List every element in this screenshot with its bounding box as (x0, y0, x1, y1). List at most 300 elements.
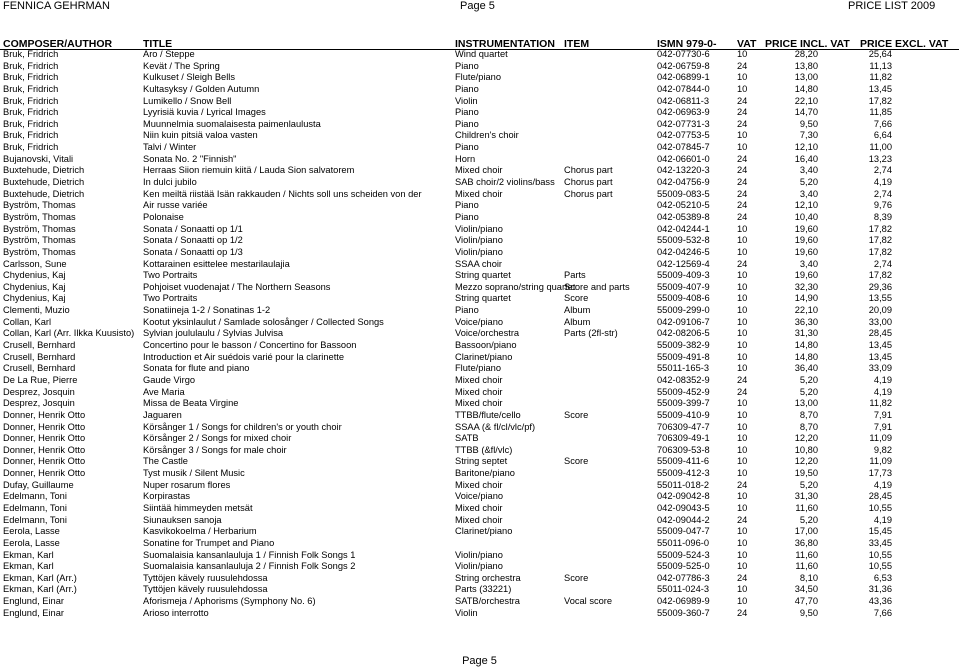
cell-price-excl: 10,55 (868, 561, 892, 572)
cell-instrumentation: Flute/piano (455, 72, 501, 83)
cell-title: Jaguaren (143, 409, 182, 420)
cell-ismn: 042-12569-4 (657, 258, 710, 269)
cell-item: Vocal score (564, 596, 613, 607)
cell-instrumentation: Violin (455, 95, 478, 106)
cell-ismn: 042-04244-1 (657, 223, 710, 234)
cell-vat: 10 (737, 491, 748, 502)
cell-price-excl: 6,64 (873, 130, 892, 141)
cell-ismn: 042-07753-5 (657, 130, 710, 141)
table-row (0, 200, 959, 212)
cell-price-excl: 4,19 (873, 479, 892, 490)
cell-item: Parts (2fl-str) (564, 328, 618, 339)
cell-vat: 24 (737, 107, 748, 118)
cell-title: Tyst musik / Silent Music (143, 468, 245, 479)
cell-price-excl: 7,66 (873, 118, 892, 129)
cell-instrumentation: Horn (455, 153, 476, 164)
cell-ismn: 042-06811-3 (657, 95, 710, 106)
table-row (0, 526, 959, 538)
cell-title: Pohjoiset vuodenajat / The Northern Seasons (143, 281, 331, 292)
cell-title: Kultasyksy / Golden Autumn (143, 83, 260, 94)
cell-price-incl: 19,60 (794, 235, 818, 246)
cell-vat: 24 (737, 118, 748, 129)
cell-composer: Bruk, Fridrich (3, 49, 59, 59)
cell-price-incl: 22,10 (794, 305, 818, 316)
cell-instrumentation: Piano (455, 200, 479, 211)
cell-ismn: 042-06899-1 (657, 72, 710, 83)
cell-item: Score and parts (564, 281, 630, 292)
cell-composer: Collan, Karl (Arr. Ilkka Kuusisto) (3, 328, 135, 339)
cell-vat: 10 (737, 433, 748, 444)
cell-composer: Bruk, Fridrich (3, 118, 59, 129)
cell-title: Sonata No. 2 "Finnish" (143, 153, 237, 164)
cell-price-incl: 8,70 (799, 421, 818, 432)
cell-price-excl: 33,45 (868, 537, 892, 548)
cell-ismn: 042-07731-3 (657, 118, 710, 129)
cell-ismn: 55009-524-3 (657, 549, 710, 560)
cell-price-incl: 19,50 (794, 468, 818, 479)
cell-vat: 10 (737, 49, 748, 59)
cell-vat: 10 (737, 456, 748, 467)
cell-price-excl: 4,19 (873, 374, 892, 385)
cell-price-excl: 33,09 (868, 363, 892, 374)
table-row (0, 107, 959, 119)
cell-price-incl: 14,80 (794, 340, 818, 351)
cell-ismn: 55009-360-7 (657, 607, 710, 618)
cell-title: In dulci jubilo (143, 177, 197, 188)
cell-instrumentation: Parts (33221) (455, 584, 512, 595)
cell-price-excl: 9,76 (873, 200, 892, 211)
cell-price-incl: 14,80 (794, 83, 818, 94)
cell-price-excl: 8,39 (873, 211, 892, 222)
cell-vat: 24 (737, 211, 748, 222)
cell-price-excl: 17,82 (868, 235, 892, 246)
cell-instrumentation: Violin/piano (455, 235, 503, 246)
cell-price-excl: 11,09 (869, 433, 892, 444)
table-row (0, 259, 959, 271)
cell-title: Lumikello / Snow Bell (143, 95, 232, 106)
cell-composer: Edelmann, Toni (3, 502, 67, 513)
col-vat: VAT (737, 38, 757, 50)
cell-price-excl: 17,82 (868, 270, 892, 281)
cell-instrumentation: Voice/piano (455, 491, 504, 502)
cell-instrumentation: SSAA (& fl/cl/vlc/pf) (455, 421, 536, 432)
cell-price-incl: 9,50 (799, 118, 818, 129)
cell-composer: Donner, Henrik Otto (3, 444, 86, 455)
table-row (0, 538, 959, 550)
cell-composer: Eerola, Lasse (3, 537, 60, 548)
cell-price-incl: 36,30 (794, 316, 818, 327)
cell-ismn: 55009-411-6 (657, 456, 710, 467)
table-row (0, 456, 959, 468)
cell-ismn: 55009-491-8 (657, 351, 710, 362)
cell-ismn: 55009-409-3 (657, 270, 710, 281)
cell-ismn: 042-09043-5 (657, 502, 710, 513)
cell-vat: 10 (737, 363, 748, 374)
cell-instrumentation: Voice/piano (455, 316, 504, 327)
cell-title: Kevät / The Spring (143, 60, 220, 71)
cell-vat: 10 (737, 223, 748, 234)
cell-title: Sonata for flute and piano (143, 363, 250, 374)
cell-price-incl: 3,40 (799, 258, 818, 269)
cell-ismn: 55009-408-6 (657, 293, 710, 304)
cell-vat: 10 (737, 444, 748, 455)
cell-title: Suomalaisia kansanlauluja 2 / Finnish Folk Songs 2 (143, 561, 356, 572)
cell-composer: Donner, Henrik Otto (3, 421, 86, 432)
cell-ismn: 55009-525-0 (657, 561, 710, 572)
table-row (0, 480, 959, 492)
cell-item: Chorus part (564, 188, 613, 199)
cell-price-excl: 7,66 (873, 607, 892, 618)
table-row (0, 72, 959, 84)
cell-instrumentation: Piano (455, 60, 479, 71)
cell-vat: 10 (737, 305, 748, 316)
cell-instrumentation: Bassoon/piano (455, 340, 517, 351)
cell-price-incl: 3,40 (799, 188, 818, 199)
cell-instrumentation: Flute/piano (455, 363, 501, 374)
cell-composer: Bruk, Fridrich (3, 130, 59, 141)
cell-price-incl: 12,20 (794, 433, 818, 444)
cell-title: Talvi / Winter (143, 142, 197, 153)
cell-composer: Bruk, Fridrich (3, 72, 59, 83)
cell-price-incl: 3,40 (799, 165, 818, 176)
cell-price-incl: 19,60 (794, 270, 818, 281)
cell-price-excl: 25,64 (868, 49, 892, 59)
cell-vat: 10 (737, 398, 748, 409)
cell-ismn: 042-06963-9 (657, 107, 710, 118)
cell-ismn: 55009-047-7 (657, 526, 710, 537)
table-row (0, 317, 959, 329)
cell-composer: Desprez, Josquin (3, 386, 75, 397)
cell-price-incl: 7,30 (799, 130, 818, 141)
cell-vat: 24 (737, 165, 748, 176)
cell-price-excl: 28,45 (868, 328, 892, 339)
cell-ismn: 042-08206-5 (657, 328, 710, 339)
table-row (0, 282, 959, 294)
cell-price-excl: 15,45 (868, 526, 892, 537)
cell-price-excl: 10,55 (868, 549, 892, 560)
price-table-body (0, 49, 959, 619)
cell-composer: Chydenius, Kaj (3, 281, 66, 292)
cell-ismn: 706309-49-1 (657, 433, 710, 444)
cell-title: Two Portraits (143, 270, 198, 281)
cell-composer: Byström, Thomas (3, 200, 76, 211)
table-row (0, 363, 959, 375)
cell-ismn: 55009-299-0 (657, 305, 710, 316)
cell-price-excl: 6,53 (873, 572, 892, 583)
cell-title: Sonata / Sonaatti op 1/1 (143, 223, 243, 234)
cell-composer: Carlsson, Sune (3, 258, 67, 269)
cell-composer: Byström, Thomas (3, 223, 76, 234)
cell-ismn: 55009-407-9 (657, 281, 710, 292)
cell-title: Muunnelmia suomalaisesta paimenlaulusta (143, 118, 321, 129)
cell-composer: Ekman, Karl (Arr.) (3, 572, 77, 583)
cell-price-excl: 11,85 (869, 107, 892, 118)
cell-vat: 24 (737, 188, 748, 199)
cell-title: Korpirastas (143, 491, 191, 502)
cell-price-incl: 13,00 (794, 398, 818, 409)
cell-ismn: 042-07730-6 (657, 49, 710, 59)
cell-price-incl: 12,10 (794, 142, 818, 153)
table-row (0, 165, 959, 177)
cell-price-excl: 31,36 (868, 584, 892, 595)
cell-composer: Ekman, Karl (3, 561, 54, 572)
cell-price-excl: 11,82 (869, 398, 892, 409)
cell-instrumentation: Clarinet/piano (455, 351, 513, 362)
cell-ismn: 706309-53-8 (657, 444, 710, 455)
cell-ismn: 55011-165-3 (657, 363, 710, 374)
cell-ismn: 042-06601-0 (657, 153, 710, 164)
cell-instrumentation: Children's choir (455, 130, 519, 141)
cell-title: Kottarainen esittelee mestarilaulajia (143, 258, 290, 269)
table-row (0, 584, 959, 596)
cell-composer: Buxtehude, Dietrich (3, 177, 85, 188)
cell-item: Album (564, 305, 591, 316)
cell-title: Sonatiineja 1-2 / Sonatinas 1-2 (143, 305, 271, 316)
cell-price-incl: 47,70 (794, 596, 818, 607)
cell-composer: Donner, Henrik Otto (3, 456, 86, 467)
cell-composer: Bruk, Fridrich (3, 107, 59, 118)
cell-vat: 10 (737, 235, 748, 246)
cell-vat: 24 (737, 607, 748, 618)
table-row (0, 561, 959, 573)
cell-vat: 24 (737, 374, 748, 385)
col-price-incl: PRICE INCL. VAT (765, 38, 850, 50)
cell-composer: Bruk, Fridrich (3, 142, 59, 153)
cell-ismn: 55009-532-8 (657, 235, 710, 246)
cell-item: Score (564, 409, 589, 420)
cell-price-incl: 8,70 (799, 409, 818, 420)
cell-price-incl: 5,20 (799, 177, 818, 188)
cell-instrumentation: Mixed choir (455, 514, 503, 525)
table-row (0, 130, 959, 142)
cell-title: Aforismeja / Aphorisms (Symphony No. 6) (143, 596, 316, 607)
cell-ismn: 042-06759-8 (657, 60, 710, 71)
cell-vat: 10 (737, 270, 748, 281)
cell-price-excl: 17,82 (868, 246, 892, 257)
cell-title: Kootut yksinlaulut / Samlade solosånger / Collected Songs (143, 316, 384, 327)
cell-vat: 10 (737, 293, 748, 304)
cell-price-excl: 7,91 (873, 421, 892, 432)
cell-instrumentation: Mixed choir (455, 502, 503, 513)
cell-vat: 10 (737, 421, 748, 432)
table-row (0, 515, 959, 527)
cell-instrumentation: Violin/piano (455, 223, 503, 234)
cell-instrumentation: Piano (455, 142, 479, 153)
cell-ismn: 55009-412-3 (657, 468, 710, 479)
cell-composer: Ekman, Karl (Arr.) (3, 584, 77, 595)
cell-vat: 10 (737, 142, 748, 153)
cell-composer: Chydenius, Kaj (3, 270, 66, 281)
cell-instrumentation: String quartet (455, 270, 511, 281)
cell-title: Arioso interrotto (143, 607, 209, 618)
cell-composer: Byström, Thomas (3, 211, 76, 222)
table-row (0, 224, 959, 236)
table-row (0, 270, 959, 282)
cell-title: Concertino pour le basson / Concertino for Bassoon (143, 340, 357, 351)
cell-price-incl: 34,50 (794, 584, 818, 595)
cell-ismn: 042-08352-9 (657, 374, 710, 385)
cell-title: Gaude Virgo (143, 374, 196, 385)
table-row (0, 468, 959, 480)
cell-ismn: 55009-410-9 (657, 409, 710, 420)
col-composer: COMPOSER/AUTHOR (3, 38, 113, 50)
table-row (0, 375, 959, 387)
cell-price-excl: 13,45 (868, 351, 892, 362)
table-row (0, 177, 959, 189)
cell-price-incl: 9,50 (799, 607, 818, 618)
cell-price-excl: 2,74 (873, 165, 892, 176)
cell-price-incl: 16,40 (794, 153, 818, 164)
cell-price-incl: 32,30 (794, 281, 818, 292)
cell-price-incl: 11,60 (795, 561, 818, 572)
cell-price-excl: 13,45 (868, 83, 892, 94)
cell-price-incl: 5,20 (799, 386, 818, 397)
cell-vat: 10 (737, 537, 748, 548)
cell-price-excl: 20,09 (868, 305, 892, 316)
cell-price-incl: 17,00 (794, 526, 818, 537)
cell-instrumentation: Clarinet/piano (455, 526, 513, 537)
table-row (0, 410, 959, 422)
cell-ismn: 042-09044-2 (657, 514, 710, 525)
cell-composer: Crusell, Bernhard (3, 351, 76, 362)
price-list-title: PRICE LIST 2009 (848, 0, 936, 12)
cell-title: Aro / Steppe (143, 49, 195, 59)
page-header (0, 0, 959, 14)
cell-instrumentation: Mezzo soprano/string quartet (455, 281, 576, 292)
cell-ismn: 042-05389-8 (657, 211, 710, 222)
cell-vat: 24 (737, 60, 748, 71)
cell-price-incl: 5,20 (799, 374, 818, 385)
cell-instrumentation: Mixed choir (455, 374, 503, 385)
cell-instrumentation: SATB (455, 433, 479, 444)
cell-title: Sonata / Sonaatti op 1/2 (143, 235, 243, 246)
cell-ismn: 042-05210-5 (657, 200, 710, 211)
cell-price-excl: 10,55 (868, 502, 892, 513)
cell-ismn: 042-09106-7 (657, 316, 710, 327)
table-row (0, 328, 959, 340)
cell-title: Missa de Beata Virgine (143, 398, 239, 409)
cell-composer: Crusell, Bernhard (3, 340, 76, 351)
table-row (0, 550, 959, 562)
table-row (0, 503, 959, 515)
cell-title: Kulkuset / Sleigh Bells (143, 72, 235, 83)
table-row (0, 422, 959, 434)
cell-price-excl: 33,00 (868, 316, 892, 327)
cell-title: Kasvikokoelma / Herbarium (143, 526, 257, 537)
cell-composer: Eerola, Lasse (3, 526, 60, 537)
cell-instrumentation: Piano (455, 305, 479, 316)
cell-ismn: 55011-096-0 (657, 537, 710, 548)
cell-price-incl: 31,30 (794, 491, 818, 502)
cell-composer: Clementi, Muzio (3, 305, 70, 316)
col-item: ITEM (564, 38, 590, 50)
cell-price-excl: 13,55 (868, 293, 892, 304)
cell-title: Tyttöjen kävely ruusulehdossa (143, 572, 268, 583)
cell-price-excl: 11,09 (869, 456, 892, 467)
cell-item: Parts (564, 270, 586, 281)
table-row (0, 84, 959, 96)
cell-price-excl: 2,74 (873, 258, 892, 269)
cell-price-excl: 11,82 (869, 72, 892, 83)
cell-price-incl: 14,70 (794, 107, 818, 118)
cell-title: Sonata / Sonaatti op 1/3 (143, 246, 243, 257)
cell-title: Air russe variée (143, 200, 208, 211)
table-row (0, 119, 959, 131)
cell-composer: De La Rue, Pierre (3, 374, 78, 385)
cell-composer: Ekman, Karl (3, 549, 54, 560)
cell-title: Niin kuin pitsiä valoa vasten (143, 130, 258, 141)
cell-item: Score (564, 293, 589, 304)
cell-vat: 10 (737, 502, 748, 513)
table-row (0, 398, 959, 410)
cell-price-excl: 4,19 (873, 386, 892, 397)
cell-composer: Buxtehude, Dietrich (3, 165, 85, 176)
col-title: TITLE (143, 38, 173, 50)
cell-composer: Byström, Thomas (3, 235, 76, 246)
cell-composer: Englund, Einar (3, 596, 64, 607)
cell-ismn: 042-04246-5 (657, 246, 710, 257)
cell-price-excl: 28,45 (868, 491, 892, 502)
cell-ismn: 042-13220-3 (657, 165, 710, 176)
cell-instrumentation: SAB choir/2 violins/bass (455, 177, 555, 188)
cell-vat: 24 (737, 153, 748, 164)
cell-vat: 10 (737, 130, 748, 141)
cell-vat: 10 (737, 83, 748, 94)
table-row (0, 445, 959, 457)
cell-item: Score (564, 456, 589, 467)
cell-title: Siintää himmeyden metsät (143, 502, 253, 513)
cell-instrumentation: Mixed choir (455, 398, 503, 409)
cell-vat: 24 (737, 258, 748, 269)
cell-composer: Chydenius, Kaj (3, 293, 66, 304)
cell-price-incl: 14,80 (794, 351, 818, 362)
table-row (0, 154, 959, 166)
cell-price-incl: 28,20 (794, 49, 818, 59)
page-footer: Page 5 (462, 655, 497, 667)
cell-title: Polonaise (143, 211, 184, 222)
cell-instrumentation: Violin/piano (455, 246, 503, 257)
cell-price-incl: 36,80 (794, 537, 818, 548)
cell-composer: Bruk, Fridrich (3, 83, 59, 94)
cell-price-incl: 11,60 (795, 502, 818, 513)
cell-title: Tyttöjen kävely ruusulehdossa (143, 584, 268, 595)
cell-ismn: 55011-018-2 (657, 479, 710, 490)
table-row (0, 189, 959, 201)
table-row (0, 61, 959, 73)
cell-price-excl: 4,19 (873, 177, 892, 188)
cell-vat: 10 (737, 246, 748, 257)
cell-vat: 24 (737, 514, 748, 525)
cell-composer: Donner, Henrik Otto (3, 433, 86, 444)
cell-ismn: 042-07786-3 (657, 572, 710, 583)
cell-ismn: 55011-024-3 (657, 584, 710, 595)
cell-price-excl: 4,19 (873, 514, 892, 525)
cell-vat: 24 (737, 200, 748, 211)
table-row (0, 247, 959, 259)
cell-price-incl: 31,30 (794, 328, 818, 339)
cell-instrumentation: Piano (455, 211, 479, 222)
cell-vat: 10 (737, 316, 748, 327)
cell-price-excl: 7,91 (873, 409, 892, 420)
cell-composer: Desprez, Josquin (3, 398, 75, 409)
cell-instrumentation: Mixed choir (455, 165, 503, 176)
table-row (0, 235, 959, 247)
cell-title: The Castle (143, 456, 188, 467)
table-row (0, 387, 959, 399)
cell-price-excl: 11,00 (869, 142, 892, 153)
cell-title: Sylvian joululaulu / Sylvias Julvisa (143, 328, 284, 339)
publisher-name: FENNICA GEHRMAN (3, 0, 110, 12)
